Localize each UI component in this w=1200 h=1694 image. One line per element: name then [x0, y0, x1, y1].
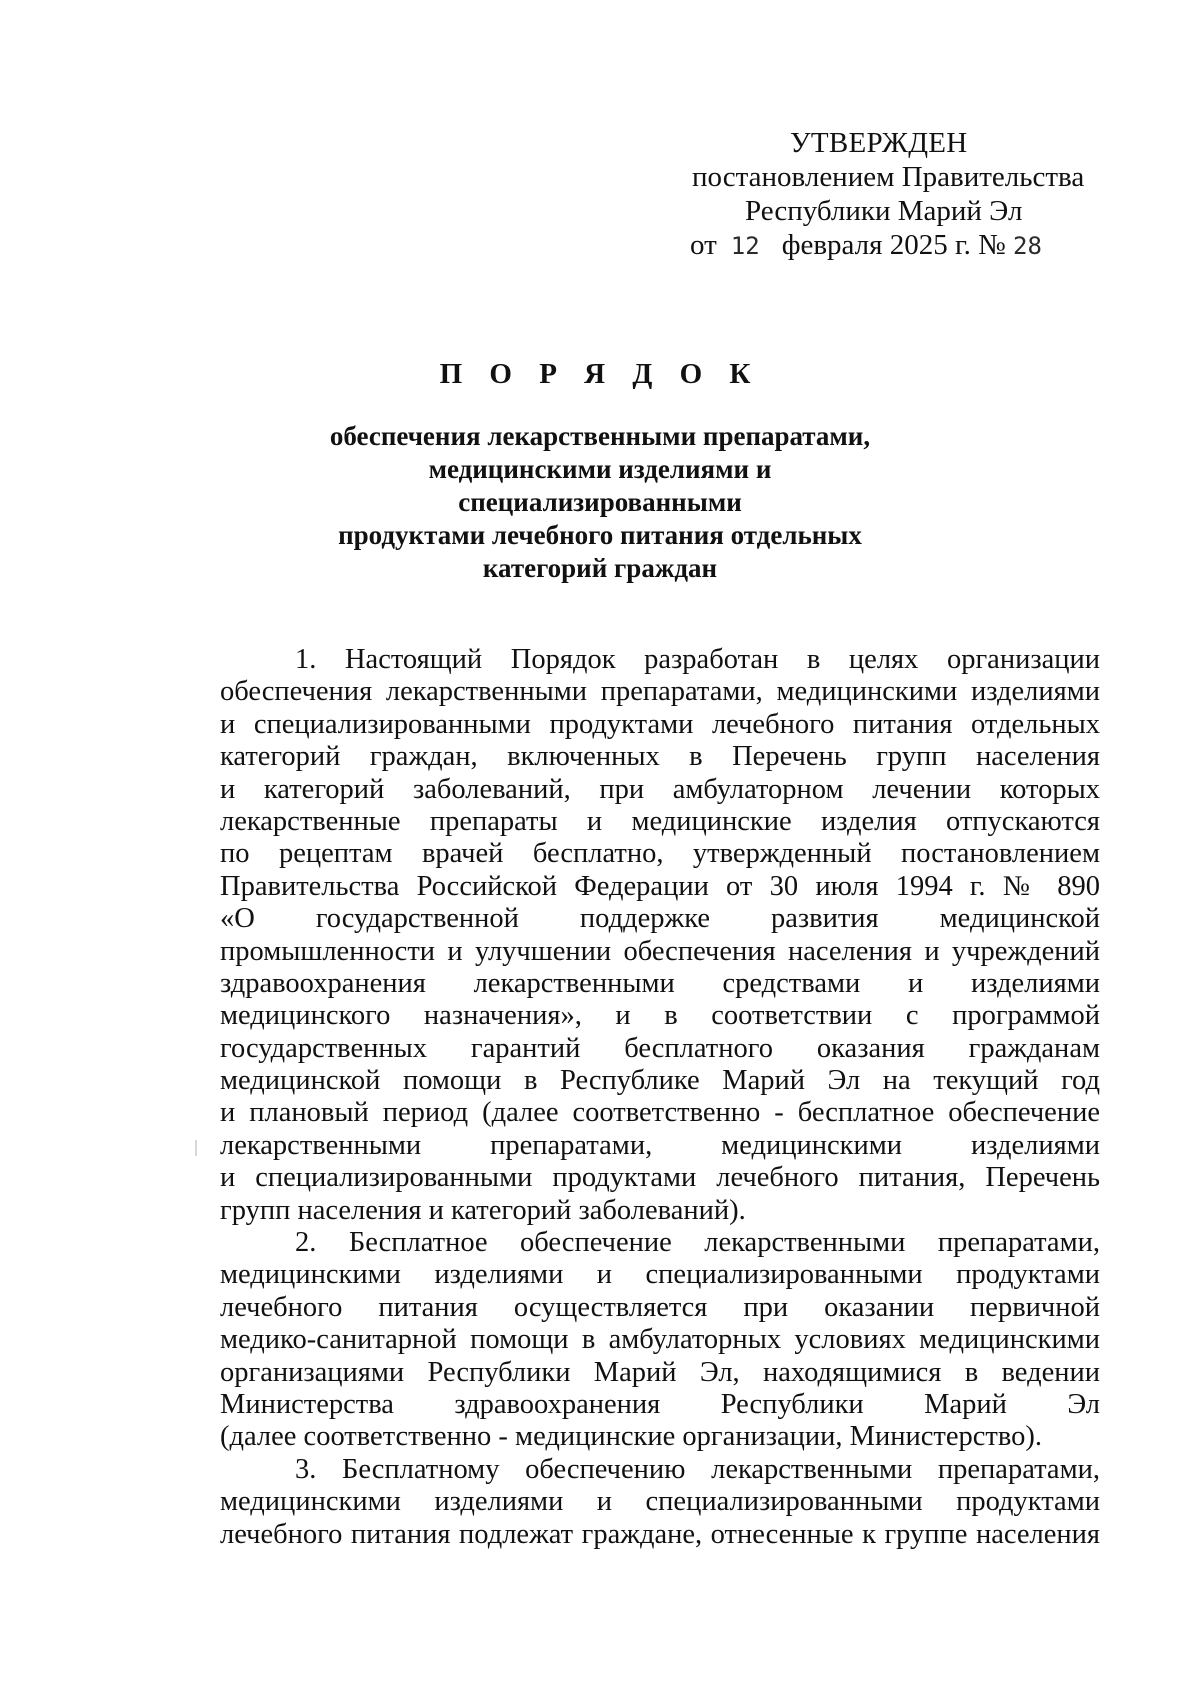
paragraph-1-line: и специализированными продуктами лечебного питания, Перечень — [220, 1162, 1100, 1194]
paragraph-1-line: и категорий заболеваний, при амбулаторном лечении которых — [220, 773, 1100, 805]
paragraph-3-line: 3. Бесплатному обеспечению лекарственными препаратами, — [295, 1453, 1100, 1485]
paragraph-1-line: Правительства Российской Федерации от 30 июля 1994 г. № 890 — [220, 870, 1100, 902]
paragraph-2-line: 2. Бесплатное обеспечение лекарственными препаратами, — [295, 1227, 1100, 1259]
paragraph-1-line: здравоохранения лекарственными средствами и изделиями — [220, 967, 1100, 999]
approval-title: УТВЕРЖДЕН — [790, 127, 968, 159]
paragraph-1-line: лекарственными препаратами, медицинскими изделиями — [220, 1129, 1100, 1161]
paragraph-2-line: медико-санитарной помощи в амбулаторных условиях медицинскими — [220, 1324, 1100, 1356]
paragraph-2-line: (далее соответственно - медицинские организации, Министерство). — [220, 1421, 1042, 1453]
paragraph-1-line: 1. Настоящий Порядок разработан в целях организации — [295, 644, 1100, 675]
approval-block — [690, 126, 1110, 263]
subtitle-line: обеспечения лекарственными препаратами, — [329, 421, 871, 451]
document-subtitle — [300, 420, 900, 585]
paragraph-3-line: медицинскими изделиями и специализированными продуктами — [220, 1486, 1100, 1518]
paragraph-1-line: и плановый период (далее соответственно - бесплатное обеспечение — [220, 1097, 1100, 1129]
approval-date-rest: февраля 2025 г. № — [781, 229, 1006, 261]
paragraph-1-line: категорий граждан, включенных в Перечень групп населения — [220, 741, 1100, 773]
paragraph-2-line: Министерства здравоохранения Республики Марий Эл — [220, 1388, 1100, 1420]
paragraph-2-line: организациями Республики Марий Эл, находящимися в ведении — [220, 1356, 1100, 1388]
approval-line-1: постановлением Правительства — [692, 161, 1085, 193]
paragraph-1-line: по рецептам врачей бесплатно, утвержденный постановлением — [220, 838, 1100, 870]
paragraph-1-line: промышленности и улучшении обеспечения населения и учреждений — [220, 935, 1100, 967]
paragraph-1-line: и специализированными продуктами лечебного питания отдельных — [220, 708, 1100, 740]
approval-number-handwritten: 28 — [1013, 232, 1042, 260]
paragraph-2-line: лечебного питания осуществляется при оказании первичной — [220, 1291, 1100, 1323]
paragraph-1-line: медицинского назначения», и в соответствии с программой — [220, 1000, 1100, 1032]
paragraph-3-line: лечебного питания подлежат граждане, отнесенные к группе населения — [220, 1518, 1100, 1550]
subtitle-line: медицинскими изделиями и специализированными — [428, 454, 772, 517]
paragraph-1-line: медицинской помощи в Республике Марий Эл на текущий год — [220, 1065, 1100, 1097]
paragraph-1-line: лекарственные препараты и медицинские изделия отпускаются — [220, 805, 1100, 837]
document-title: П О Р Я Д О К — [439, 358, 761, 390]
subtitle-line: продуктами лечебного питания отдельных — [338, 520, 862, 550]
scan-artifact — [195, 1140, 197, 1156]
paragraph-1-line: государственных гарантий бесплатного оказания гражданам — [220, 1032, 1100, 1064]
paragraph-1-line: «О государственной поддержке развития медицинской — [220, 903, 1100, 935]
subtitle-line: категорий граждан — [482, 553, 718, 583]
paragraph-1-line: групп населения и категорий заболеваний). — [220, 1194, 746, 1226]
approval-line-2: Республики Марий Эл — [745, 195, 1023, 227]
document-body — [220, 644, 1100, 1551]
paragraph-2-line: медицинскими изделиями и специализированными продуктами — [220, 1259, 1100, 1291]
approval-day-handwritten: 12 — [730, 232, 760, 260]
approval-date-prefix: от — [690, 229, 717, 261]
paragraph-1-line: обеспечения лекарственными препаратами, медицинскими изделиями — [220, 676, 1100, 708]
approval-date-line — [690, 228, 1110, 263]
